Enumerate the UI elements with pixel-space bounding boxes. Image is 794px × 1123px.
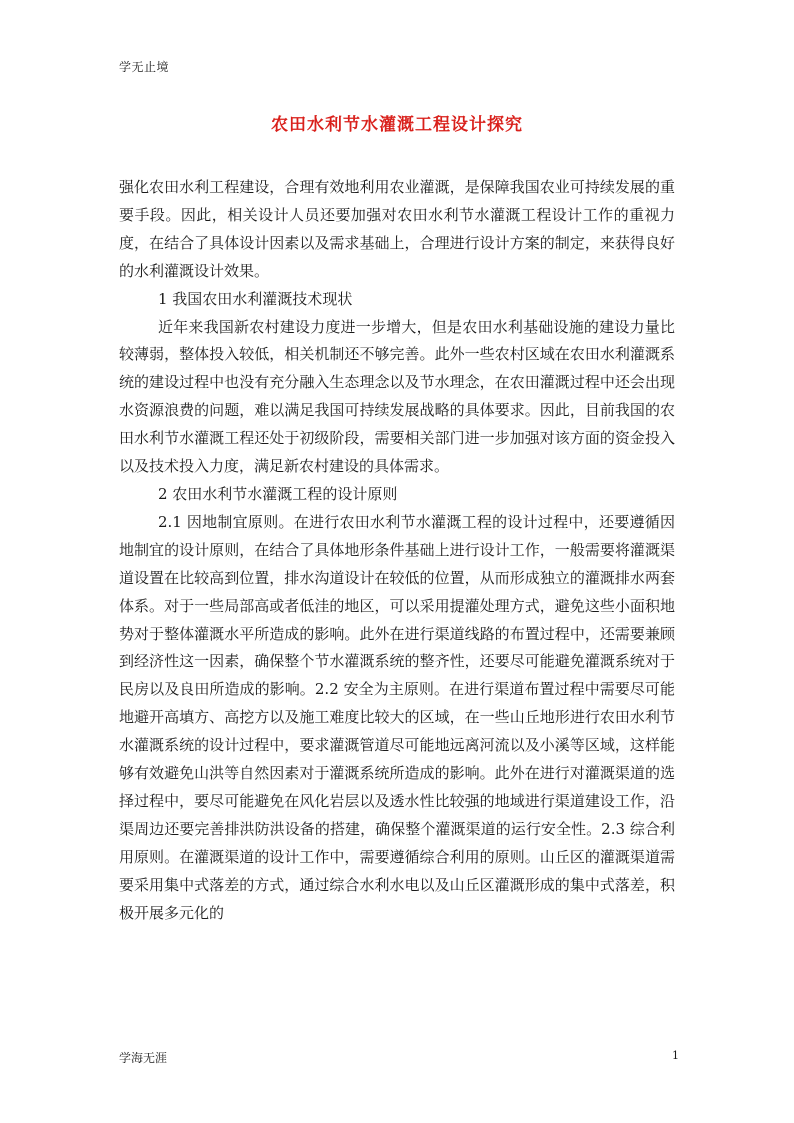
section-heading-2: 2 农田水利节水灌溉工程的设计原则 xyxy=(158,484,398,503)
section-heading-1: 1 我国农田水利灌溉技术现状 xyxy=(158,289,353,308)
section-1-paragraph: 近年来我国新农村建设力度进一步增大，但是农田水利基础设施的建设力量比较薄弱，整体投入较低，相关机制还不够完善。此外一些农村区域在农田水利灌溉系统的建设过程中也没有充分融入生态理念以及节水理念，在农田灌溉过程中还会出现水资源浪费的问题，难以满足我国可持续发展战略的具体要求。因此，目前我国的农田水利节水灌溉工程还处于初级阶段，需要相关部门进一步加强对该方面的资金投入以及技术投入力度，满足新农村建设的具体需求。 xyxy=(119,317,675,476)
document-body xyxy=(119,174,675,927)
document-title: 农田水利节水灌溉工程设计探究 xyxy=(271,115,523,135)
page-header: 学无止境 xyxy=(119,60,170,74)
intro-paragraph: 强化农田水利工程建设，合理有效地利用农业灌溉，是保障我国农业可持续发展的重要手段。因此，相关设计人员还要加强对农田水利节水灌溉工程设计工作的重视力度，在结合了具体设计因素以及需求基础上，合理进行设计方案的制定，来获得良好的水利灌溉设计效果。 xyxy=(119,178,675,280)
page-number: 1 xyxy=(672,1049,679,1062)
page-footer: 学海无涯 xyxy=(119,1051,168,1065)
section-2-paragraph: 2.1 因地制宜原则。在进行农田水利节水灌溉工程的设计过程中，还要遵循因地制宜的设计原则，在结合了具体地形条件基础上进行设计工作，一般需要将灌溉渠道设置在比较高到位置，排水沟道设计在较低的位置，从而形成独立的灌溉排水两套体系。对于一些局部高或者低洼的地区，可以采用提灌处理方式，避免这些小面积地势对于整体灌溉水平所造成的影响。此外在进行渠道线路的布置过程中，还需要兼顾到经济性这一因素，确保整个节水灌溉系统的整齐性，还要尽可能避免灌溉系统对于民房以及良田所造成的影响。2.2 安全为主原则。在进行渠道布置过程中需要尽可能地避开高填方、高挖方以及施工难度比较大的区域，在一些山丘地形进行农田水利节水灌溉系统的设计过程中，要求灌溉管道尽可能地远离河流以及小溪等区域，这样能够有效避免山洪等自然因素对于灌溉系统所造成的影响。此外在进行对灌溉渠道的选择过程中，要尽可能避免在风化岩层以及透水性比较强的地域进行渠道建设工作，沿渠周边还要完善排洪防洪设备的搭建，确保整个灌溉渠道的运行安全性。2.3 综合利用原则。在灌溉渠道的设计工作中，需要遵循综合利用的原则。山丘区的灌溉渠道需要采用集中式落差的方式，通过综合水利水电以及山丘区灌溉形成的集中式落差，积极开展多元化的 xyxy=(119,512,675,922)
